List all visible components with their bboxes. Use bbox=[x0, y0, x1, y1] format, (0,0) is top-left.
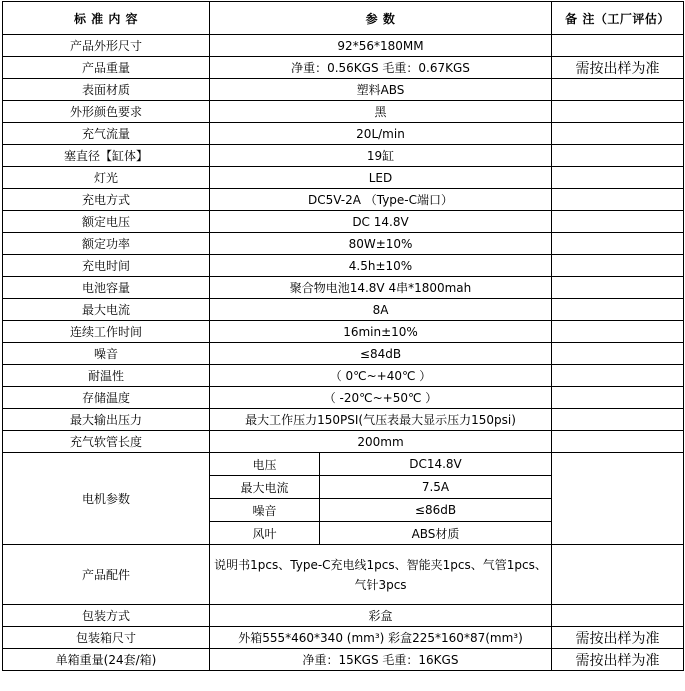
row-label: 噪音 bbox=[3, 343, 210, 365]
row-label: 充气流量 bbox=[3, 123, 210, 145]
row-note bbox=[552, 189, 684, 211]
row-note bbox=[552, 387, 684, 409]
row-value: LED bbox=[210, 167, 552, 189]
row-value: （ 0℃~+40℃ ） bbox=[210, 365, 552, 387]
box-weight-label: 单箱重量(24套/箱) bbox=[3, 649, 210, 671]
row-note bbox=[552, 277, 684, 299]
accessories-value: 说明书1pcs、Type-C充电线1pcs、智能夹1pcs、气管1pcs、气针3pcs bbox=[210, 545, 552, 605]
motor-param-name: 风叶 bbox=[210, 522, 320, 545]
motor-param-value: ABS材质 bbox=[320, 522, 552, 545]
spec-table bbox=[2, 1, 684, 671]
motor-param-value: DC14.8V bbox=[320, 453, 552, 476]
table-row bbox=[3, 299, 684, 321]
row-label: 塞直径【缸体】 bbox=[3, 145, 210, 167]
row-value: 4.5h±10% bbox=[210, 255, 552, 277]
packaging-row bbox=[3, 605, 684, 627]
table-row bbox=[3, 79, 684, 101]
box-weight-note: 需按出样为准 bbox=[552, 649, 684, 671]
row-note bbox=[552, 211, 684, 233]
row-note bbox=[552, 145, 684, 167]
table-row bbox=[3, 167, 684, 189]
row-label: 耐温性 bbox=[3, 365, 210, 387]
row-label: 产品重量 bbox=[3, 57, 210, 79]
motor-note bbox=[552, 453, 684, 545]
motor-param-name: 最大电流 bbox=[210, 476, 320, 499]
row-label: 充电时间 bbox=[3, 255, 210, 277]
table-row bbox=[3, 409, 684, 431]
motor-param-value: ≤86dB bbox=[320, 499, 552, 522]
table-row bbox=[3, 321, 684, 343]
row-label: 灯光 bbox=[3, 167, 210, 189]
accessories-note bbox=[552, 545, 684, 605]
table-row bbox=[3, 35, 684, 57]
packaging-value: 彩盒 bbox=[210, 605, 552, 627]
header-note: 备 注（工厂评估） bbox=[552, 2, 684, 35]
row-label: 最大输出压力 bbox=[3, 409, 210, 431]
table-row bbox=[3, 189, 684, 211]
motor-row bbox=[3, 453, 684, 476]
row-value: 200mm bbox=[210, 431, 552, 453]
box-size-note: 需按出样为准 bbox=[552, 627, 684, 649]
row-value: 8A bbox=[210, 299, 552, 321]
row-label: 最大电流 bbox=[3, 299, 210, 321]
row-note bbox=[552, 167, 684, 189]
row-value: 最大工作压力150PSI(气压表最大显示压力150psi) bbox=[210, 409, 552, 431]
row-label: 外形颜色要求 bbox=[3, 101, 210, 123]
motor-param-name: 电压 bbox=[210, 453, 320, 476]
accessories-row bbox=[3, 545, 684, 605]
row-note bbox=[552, 343, 684, 365]
box-weight-row bbox=[3, 649, 684, 671]
row-note bbox=[552, 409, 684, 431]
row-note: 需按出样为准 bbox=[552, 57, 684, 79]
row-value: 净重：0.56KGS 毛重：0.67KGS bbox=[210, 57, 552, 79]
table-row bbox=[3, 387, 684, 409]
row-value: DC 14.8V bbox=[210, 211, 552, 233]
table-row bbox=[3, 123, 684, 145]
row-label: 表面材质 bbox=[3, 79, 210, 101]
row-label: 连续工作时间 bbox=[3, 321, 210, 343]
box-size-row bbox=[3, 627, 684, 649]
row-value: （ -20℃~+50℃ ） bbox=[210, 387, 552, 409]
row-note bbox=[552, 35, 684, 57]
row-value: DC5V-2A （Type-C端口） bbox=[210, 189, 552, 211]
row-label: 额定电压 bbox=[3, 211, 210, 233]
row-note bbox=[552, 299, 684, 321]
row-note bbox=[552, 365, 684, 387]
row-value: 黑 bbox=[210, 101, 552, 123]
motor-param-name: 噪音 bbox=[210, 499, 320, 522]
header-param: 参 数 bbox=[210, 2, 552, 35]
table-row bbox=[3, 277, 684, 299]
box-size-label: 包装箱尺寸 bbox=[3, 627, 210, 649]
row-note bbox=[552, 321, 684, 343]
table-row bbox=[3, 57, 684, 79]
row-label: 充电方式 bbox=[3, 189, 210, 211]
row-value: 19缸 bbox=[210, 145, 552, 167]
row-label: 产品外形尺寸 bbox=[3, 35, 210, 57]
header-item: 标 准 内 容 bbox=[3, 2, 210, 35]
table-row bbox=[3, 255, 684, 277]
motor-param-value: 7.5A bbox=[320, 476, 552, 499]
packaging-note bbox=[552, 605, 684, 627]
row-label: 充气软管长度 bbox=[3, 431, 210, 453]
packaging-label: 包装方式 bbox=[3, 605, 210, 627]
table-row bbox=[3, 211, 684, 233]
table-row bbox=[3, 365, 684, 387]
row-value: 16min±10% bbox=[210, 321, 552, 343]
table-row bbox=[3, 101, 684, 123]
accessories-label: 产品配件 bbox=[3, 545, 210, 605]
row-label: 额定功率 bbox=[3, 233, 210, 255]
row-value: 80W±10% bbox=[210, 233, 552, 255]
row-note bbox=[552, 101, 684, 123]
row-note bbox=[552, 431, 684, 453]
row-value: 塑料ABS bbox=[210, 79, 552, 101]
row-note bbox=[552, 79, 684, 101]
header-row bbox=[3, 2, 684, 35]
table-row bbox=[3, 233, 684, 255]
row-note bbox=[552, 255, 684, 277]
row-value: 聚合物电池14.8V 4串*1800mah bbox=[210, 277, 552, 299]
row-label: 存储温度 bbox=[3, 387, 210, 409]
row-label: 电池容量 bbox=[3, 277, 210, 299]
row-value: ≤84dB bbox=[210, 343, 552, 365]
motor-label: 电机参数 bbox=[3, 453, 210, 545]
row-value: 92*56*180MM bbox=[210, 35, 552, 57]
table-row bbox=[3, 343, 684, 365]
table-row bbox=[3, 431, 684, 453]
row-note bbox=[552, 233, 684, 255]
box-weight-value: 净重：15KGS 毛重：16KGS bbox=[210, 649, 552, 671]
row-value: 20L/min bbox=[210, 123, 552, 145]
row-note bbox=[552, 123, 684, 145]
table-row bbox=[3, 145, 684, 167]
box-size-value: 外箱555*460*340 (mm³) 彩盒225*160*87(mm³) bbox=[210, 627, 552, 649]
